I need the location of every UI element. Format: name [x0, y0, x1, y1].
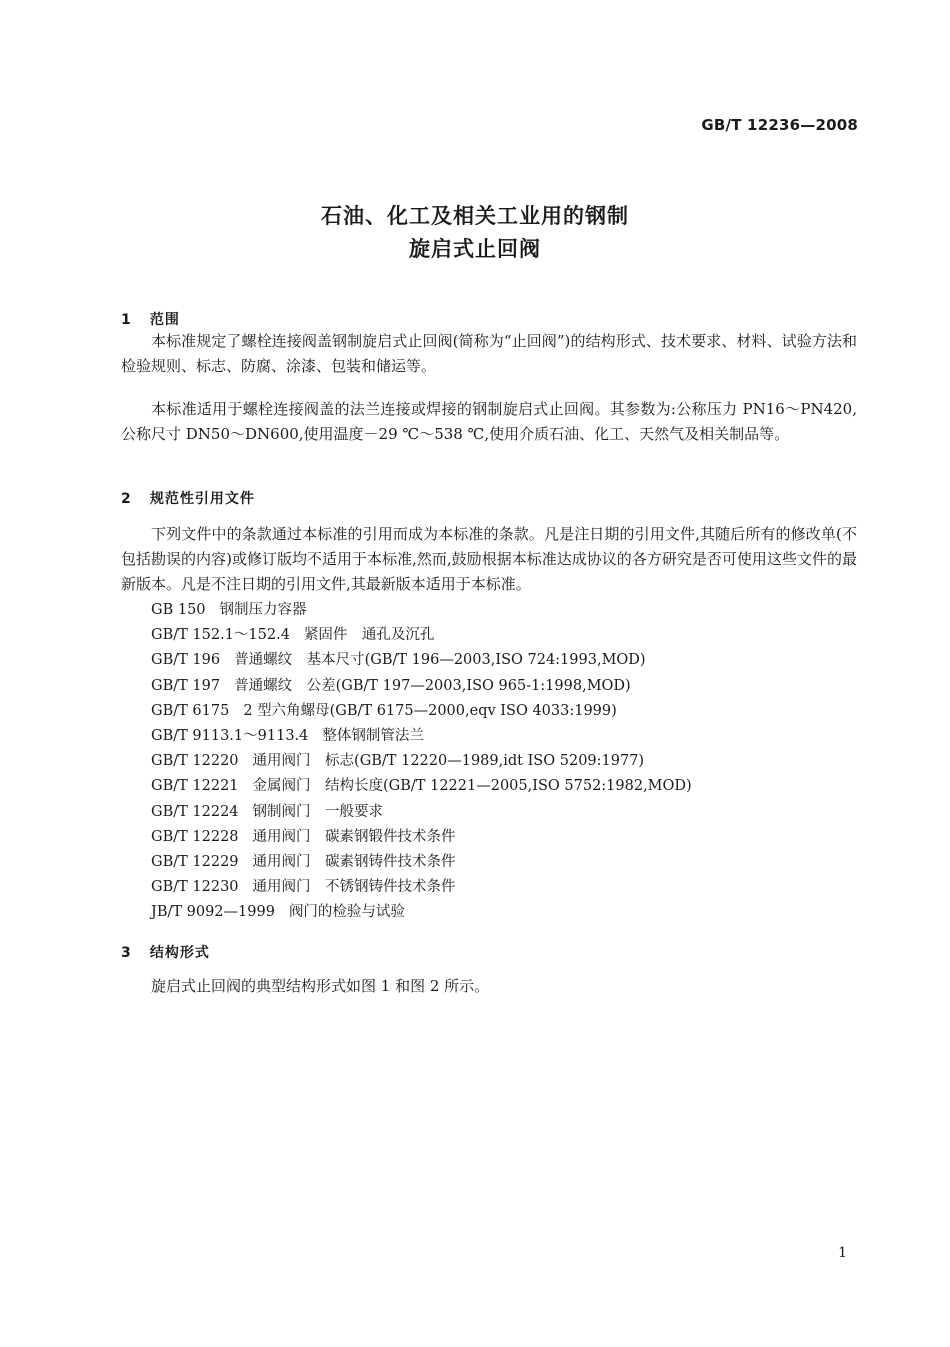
- structure-paragraph: 旋启式止回阀的典型结构形式如图 1 和图 2 所示。: [151, 977, 490, 995]
- reference-title: 普通螺纹 基本尺寸(GB/T 196—2003,ISO 724:1993,MOD): [234, 652, 646, 669]
- reference-item: [151, 900, 692, 925]
- reference-code: GB/T 12229: [151, 853, 239, 870]
- reference-item: [151, 598, 692, 623]
- section-heading-structure: [121, 942, 210, 962]
- reference-list: [151, 598, 692, 925]
- scope-paragraph-2: 本标准适用于螺栓连接阀盖的法兰连接或焊接的钢制旋启式止回阀。其参数为:公称压力 PN16～PN420,公称尺寸 DN50～DN600,使用温度－29 ℃～538 ℃,使用介质石油、化工、天然气及相关制品等。: [121, 400, 857, 443]
- reference-title: 普通螺纹 公差(GB/T 197—2003,ISO 965-1:1998,MOD): [234, 677, 631, 694]
- reference-title: 通用阀门 标志(GB/T 12220—1989,idt ISO 5209:1977): [252, 753, 645, 770]
- section-title: 范围: [149, 312, 180, 328]
- reference-item: [151, 648, 692, 673]
- reference-item: [151, 875, 692, 900]
- reference-title: 紧固件 通孔及沉孔: [303, 627, 435, 644]
- reference-title: 整体钢制管法兰: [322, 727, 424, 744]
- reference-code: GB/T 12230: [151, 879, 239, 896]
- reference-item: [151, 724, 692, 749]
- reference-title: 钢制阀门 一般要求: [252, 803, 384, 820]
- reference-code: GB/T 196: [151, 652, 221, 669]
- reference-code: GB/T 12221: [151, 778, 239, 795]
- reference-code: GB/T 9113.1～9113.4: [151, 727, 309, 744]
- reference-title: 金属阀门 结构长度(GB/T 12221—2005,ISO 5752:1982,MOD): [252, 778, 692, 795]
- reference-title: 通用阀门 碳素钢铸件技术条件: [252, 853, 456, 870]
- reference-title: 钢制压力容器: [219, 602, 307, 618]
- reference-item: [151, 825, 692, 850]
- reference-code: GB/T 12224: [151, 803, 239, 820]
- reference-code: GB/T 12228: [151, 828, 239, 845]
- reference-item: [151, 800, 692, 825]
- reference-item: [151, 774, 692, 799]
- reference-code: GB/T 197: [151, 677, 221, 694]
- reference-code: GB 150: [151, 602, 206, 618]
- document-title-line2: 旋启式止回阀: [409, 237, 541, 261]
- section-number: 1: [121, 312, 131, 328]
- reference-item: [151, 699, 692, 724]
- reference-title: 通用阀门 不锈钢铸件技术条件: [252, 879, 456, 896]
- reference-item: [151, 674, 692, 699]
- reference-code: GB/T 152.1～152.4: [151, 627, 290, 644]
- section-heading-scope: [121, 309, 180, 329]
- section-number: 2: [121, 491, 131, 507]
- page-number: 1: [838, 1245, 847, 1261]
- reference-item: [151, 623, 692, 648]
- reference-item: [151, 850, 692, 875]
- section-title: 结构形式: [149, 945, 210, 961]
- standard-code: GB/T 12236—2008: [701, 116, 858, 134]
- reference-code: GB/T 6175: [151, 702, 230, 719]
- section-title: 规范性引用文件: [149, 491, 255, 507]
- reference-code: GB/T 12220: [151, 753, 239, 770]
- reference-title: 阀门的检验与试验: [288, 904, 405, 921]
- reference-title: 2 型六角螺母(GB/T 6175—2000,eqv ISO 4033:1999): [243, 702, 617, 719]
- reference-item: [151, 749, 692, 774]
- reference-code: JB/T 9092—1999: [151, 904, 275, 921]
- document-title-line1: 石油、化工及相关工业用的钢制: [321, 204, 629, 228]
- references-intro: 下列文件中的条款通过本标准的引用而成为本标准的条款。凡是注日期的引用文件,其随后所有的修改单(不包括勘误的内容)或修订版均不适用于本标准,然而,鼓励根据本标准达成协议的各方研究是否可使用这些文件的最新版本。凡是不注日期的引用文件,其最新版本适用于本标准。: [121, 525, 857, 593]
- section-heading-normative-references: [121, 488, 255, 508]
- section-number: 3: [121, 945, 131, 961]
- scope-paragraph-1: 本标准规定了螺栓连接阀盖钢制旋启式止回阀(简称为“止回阀”)的结构形式、技术要求、材料、试验方法和检验规则、标志、防腐、涂漆、包装和储运等。: [121, 332, 857, 375]
- reference-title: 通用阀门 碳素钢锻件技术条件: [252, 828, 456, 845]
